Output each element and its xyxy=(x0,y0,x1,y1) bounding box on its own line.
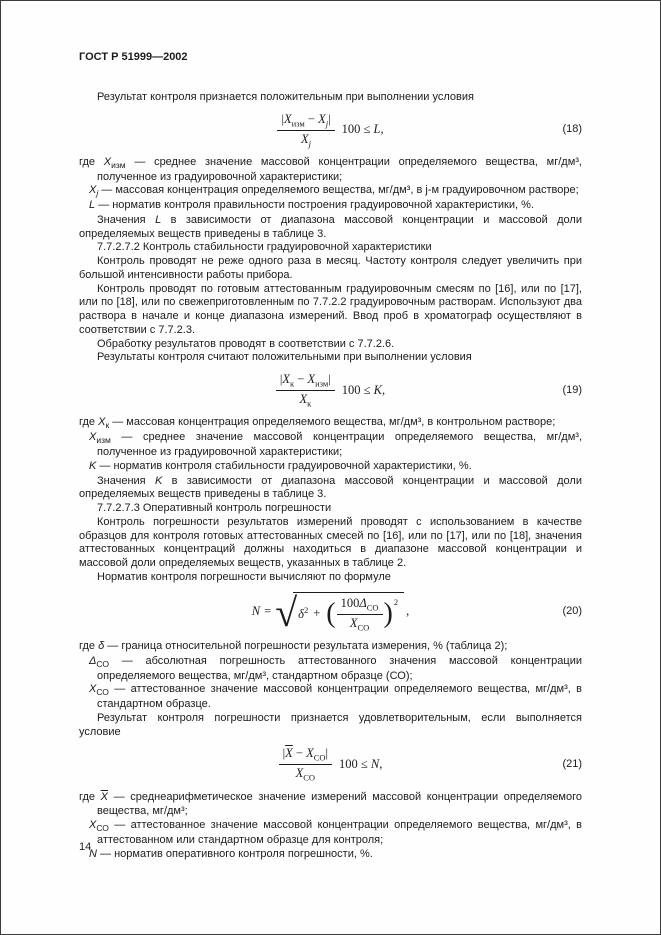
formula-sub: к xyxy=(105,420,110,431)
fraction-18 xyxy=(277,112,334,149)
formula-var: N xyxy=(251,604,261,619)
abs-bar: | xyxy=(281,111,284,126)
formula-sub: СО xyxy=(96,658,109,669)
formula-number-21: (21) xyxy=(562,758,582,771)
formula-sub: j xyxy=(308,138,312,149)
page-number: 14 xyxy=(79,841,92,853)
abs-bar: | xyxy=(282,746,286,761)
definition-L: L — норматив контроля правильности построения градуировочной характеристики, %. xyxy=(89,199,534,212)
paragraph-error-control: Контроль погрешности результатов измерений проводят с использованием в качестве образцов для контроля готовых аттестованных смесей по [16], или по [17], или по [18], значения аттестованных концентраций должны находиться в диапазоне массовой концентрации и массовой доли определяемых веществ, указанных в таблице 2. xyxy=(79,515,582,570)
paragraph-intro-21: Результат контроля погрешности признается удовлетворительным, если выполняется условие xyxy=(79,711,582,738)
formula-number-18: (18) xyxy=(562,123,582,136)
fraction-20: $\frac{100\Delta_{СО}}{X_{СО}}$ xyxy=(337,596,383,633)
formula-sub: СО xyxy=(366,602,379,613)
formula-tail: 100 ≤ xyxy=(341,122,374,137)
formula-var: X xyxy=(89,683,97,696)
formula-var: X xyxy=(318,111,326,126)
formula-sub: СО xyxy=(303,772,316,783)
square-root: √ $\delta^2$ + ( $\frac{100\Delta_{СО}}{X_{СО}}$ ) $^2$ xyxy=(275,592,404,633)
definition-N: N — норматив оперативного контроля погрешности, %. xyxy=(89,847,373,860)
formula-sub: к xyxy=(307,398,312,409)
formula-var: Δ xyxy=(89,654,97,667)
formula-var: δ xyxy=(298,607,304,622)
formula-var: X xyxy=(295,766,304,781)
formula-var-mean: $\overline{X}$ xyxy=(285,746,293,761)
formula-var: L xyxy=(373,122,381,137)
paragraph-monthly-control: Контроль проводят не реже одного раза в месяц. Частоту контроля следует увеличить при большой интенсивности работы прибора. xyxy=(79,255,582,281)
formula-var: N xyxy=(89,847,97,860)
formula-var: X xyxy=(301,131,309,146)
formula-var: X xyxy=(89,184,97,197)
formula-var: X xyxy=(299,392,308,407)
doc-code: ГОСТ Р 51999—2002 xyxy=(79,51,188,63)
fraction-19 xyxy=(276,372,335,409)
formula-var: X xyxy=(307,372,316,387)
definition-delta-co: $\Delta_{СО}$ — абсолютная погрешность аттестованного значения массовой концентрации определяемого вещества, мг/дм³, стандартном образце (СО); xyxy=(89,654,582,682)
definition-x-j: $X_j$ — массовая концентрация определяемого вещества, мг/дм³, в j-м градуировочном растворе; xyxy=(89,184,579,199)
formula-var: N xyxy=(370,757,380,772)
formula-19 xyxy=(79,372,582,409)
plus-sign: + xyxy=(313,606,321,621)
formula-number-19: (19) xyxy=(562,383,582,396)
formula-var: X xyxy=(89,431,97,444)
abs-bar: | xyxy=(328,111,331,126)
formula-sub: изм xyxy=(315,378,329,389)
equals-sign: = xyxy=(264,604,272,619)
formula-exp: 2 xyxy=(393,596,399,607)
formula-sub: изм xyxy=(291,118,305,128)
definition-x-mean: где $\overline{X}$ — среднеарифметическое значение измерений массовой концентрации определяемого вещества, мг/дм³; xyxy=(79,790,582,818)
formula-var: X xyxy=(98,416,106,429)
minus-sign: − xyxy=(294,372,308,387)
formula-sub: СО xyxy=(96,823,109,834)
paragraph-intro-20: Норматив контроля погрешности вычисляют по формуле xyxy=(97,570,391,583)
abs-bar: | xyxy=(328,372,331,387)
formula-var: X xyxy=(283,111,292,126)
formula-exp: 2 xyxy=(303,605,309,616)
formula-punct: , xyxy=(382,383,386,397)
formula-sub: СО xyxy=(96,687,109,698)
section-heading-7-7-2-7-3: 7.7.2.7.3 Оперативный контроль погрешности xyxy=(97,502,332,515)
paragraph-certified-mixtures: Контроль проводят по готовым аттестованным градуировочным смесям по [16], или по [17], или по [18], или по свежеприготовленным по 7.7.2.2 градуировочным растворам. Используют два раствора в начале и конце диапазона измерений. Ввод проб в хроматограф осуществляют в соответствии с 7.7.2.3. xyxy=(79,282,582,336)
formula-var: K xyxy=(89,459,97,472)
formula-var-mean: $\overline{X}$ xyxy=(100,790,109,803)
formula-var: Δ xyxy=(359,595,367,610)
paragraph-processing: Обработку результатов проводят в соответствии с 7.7.2.6. xyxy=(97,337,395,350)
paragraph-values-K: Значения K в зависимости от диапазона массовой концентрации и массовой доли определяемых веществ приведены в таблице 3. xyxy=(79,474,582,501)
fraction-21 xyxy=(279,746,332,783)
section-heading-7-7-2-7-2: 7.7.2.7.2 Контроль стабильности градуировочной характеристики xyxy=(97,241,432,254)
formula-tail: 100 ≤ xyxy=(341,383,374,397)
definition-x-izm-2: $X_{изм}$ — среднее значение массовой концентрации определяемого вещества, мг/дм³, полученное из градуировочной характеристики; xyxy=(89,431,582,459)
formula-sub: j xyxy=(325,118,329,128)
paragraph-intro-19: Результаты контроля считают положительными при выполнении условия xyxy=(97,351,472,364)
formula-var: L xyxy=(89,199,96,212)
formula-sub: j xyxy=(96,188,99,199)
formula-21 xyxy=(79,746,582,783)
formula-punct: , xyxy=(406,604,410,619)
formula-var: X xyxy=(349,615,358,630)
definition-K: K — норматив контроля стабильности градуировочной характеристики, %. xyxy=(89,459,472,472)
formula-var: δ xyxy=(98,639,105,652)
formula-var: X xyxy=(282,372,291,387)
definition-x-izm: где $X_{изм}$ — среднее значение массовой концентрации определяемого вещества, мг/дм³, полученное из градуировочной характеристики; xyxy=(79,155,582,183)
abs-bar: | xyxy=(325,746,329,761)
definition-x-co-2: $X_{СО}$ — аттестованное значение массовой концентрации определяемого вещества, мг/дм³, в аттестованном или стандартном образце для контроля; xyxy=(89,819,582,846)
definition-delta: где δ — граница относительной погрешности результата измерения, % (таблица 2); xyxy=(79,639,508,652)
formula-punct: , xyxy=(379,757,383,772)
formula-sub: изм xyxy=(111,159,126,170)
formula-number-20: (20) xyxy=(562,605,582,618)
formula-var: K xyxy=(373,383,383,397)
formula-sub: СО xyxy=(357,622,370,633)
formula-var: L xyxy=(155,213,162,226)
radical-icon: √ xyxy=(275,590,298,636)
definition-x-k: где $X_к$ — массовая концентрация определяемого вещества, мг/дм³, в контрольном растворе; xyxy=(79,416,556,431)
formula-20 xyxy=(79,590,582,636)
paragraph-intro-18: Результат контроля признается положительным при выполнении условия xyxy=(97,90,474,103)
formula-18 xyxy=(79,112,582,149)
formula-sub: изм xyxy=(96,435,111,446)
formula-sub: СО xyxy=(313,752,326,763)
formula-var: K xyxy=(154,474,163,487)
formula-sub: к xyxy=(290,378,295,389)
definition-x-co: $X_{СО}$ — аттестованное значение массовой концентрации определяемого вещества, мг/дм³, в стандартном образце. xyxy=(89,683,582,711)
formula-var: X xyxy=(89,819,97,832)
formula-punct: , xyxy=(380,122,384,137)
minus-sign: − xyxy=(304,111,319,126)
abs-bar: | xyxy=(279,372,283,387)
paragraph-values-L: Значения L в зависимости от диапазона массовой концентрации и массовой доли определяемых веществ приведены в таблице 3. xyxy=(79,213,582,240)
formula-var: X xyxy=(103,155,112,168)
formula-var: X xyxy=(306,746,314,761)
formula-tail: 100 ≤ xyxy=(339,757,371,772)
minus-sign: − xyxy=(292,746,307,761)
page-content xyxy=(1,1,660,863)
